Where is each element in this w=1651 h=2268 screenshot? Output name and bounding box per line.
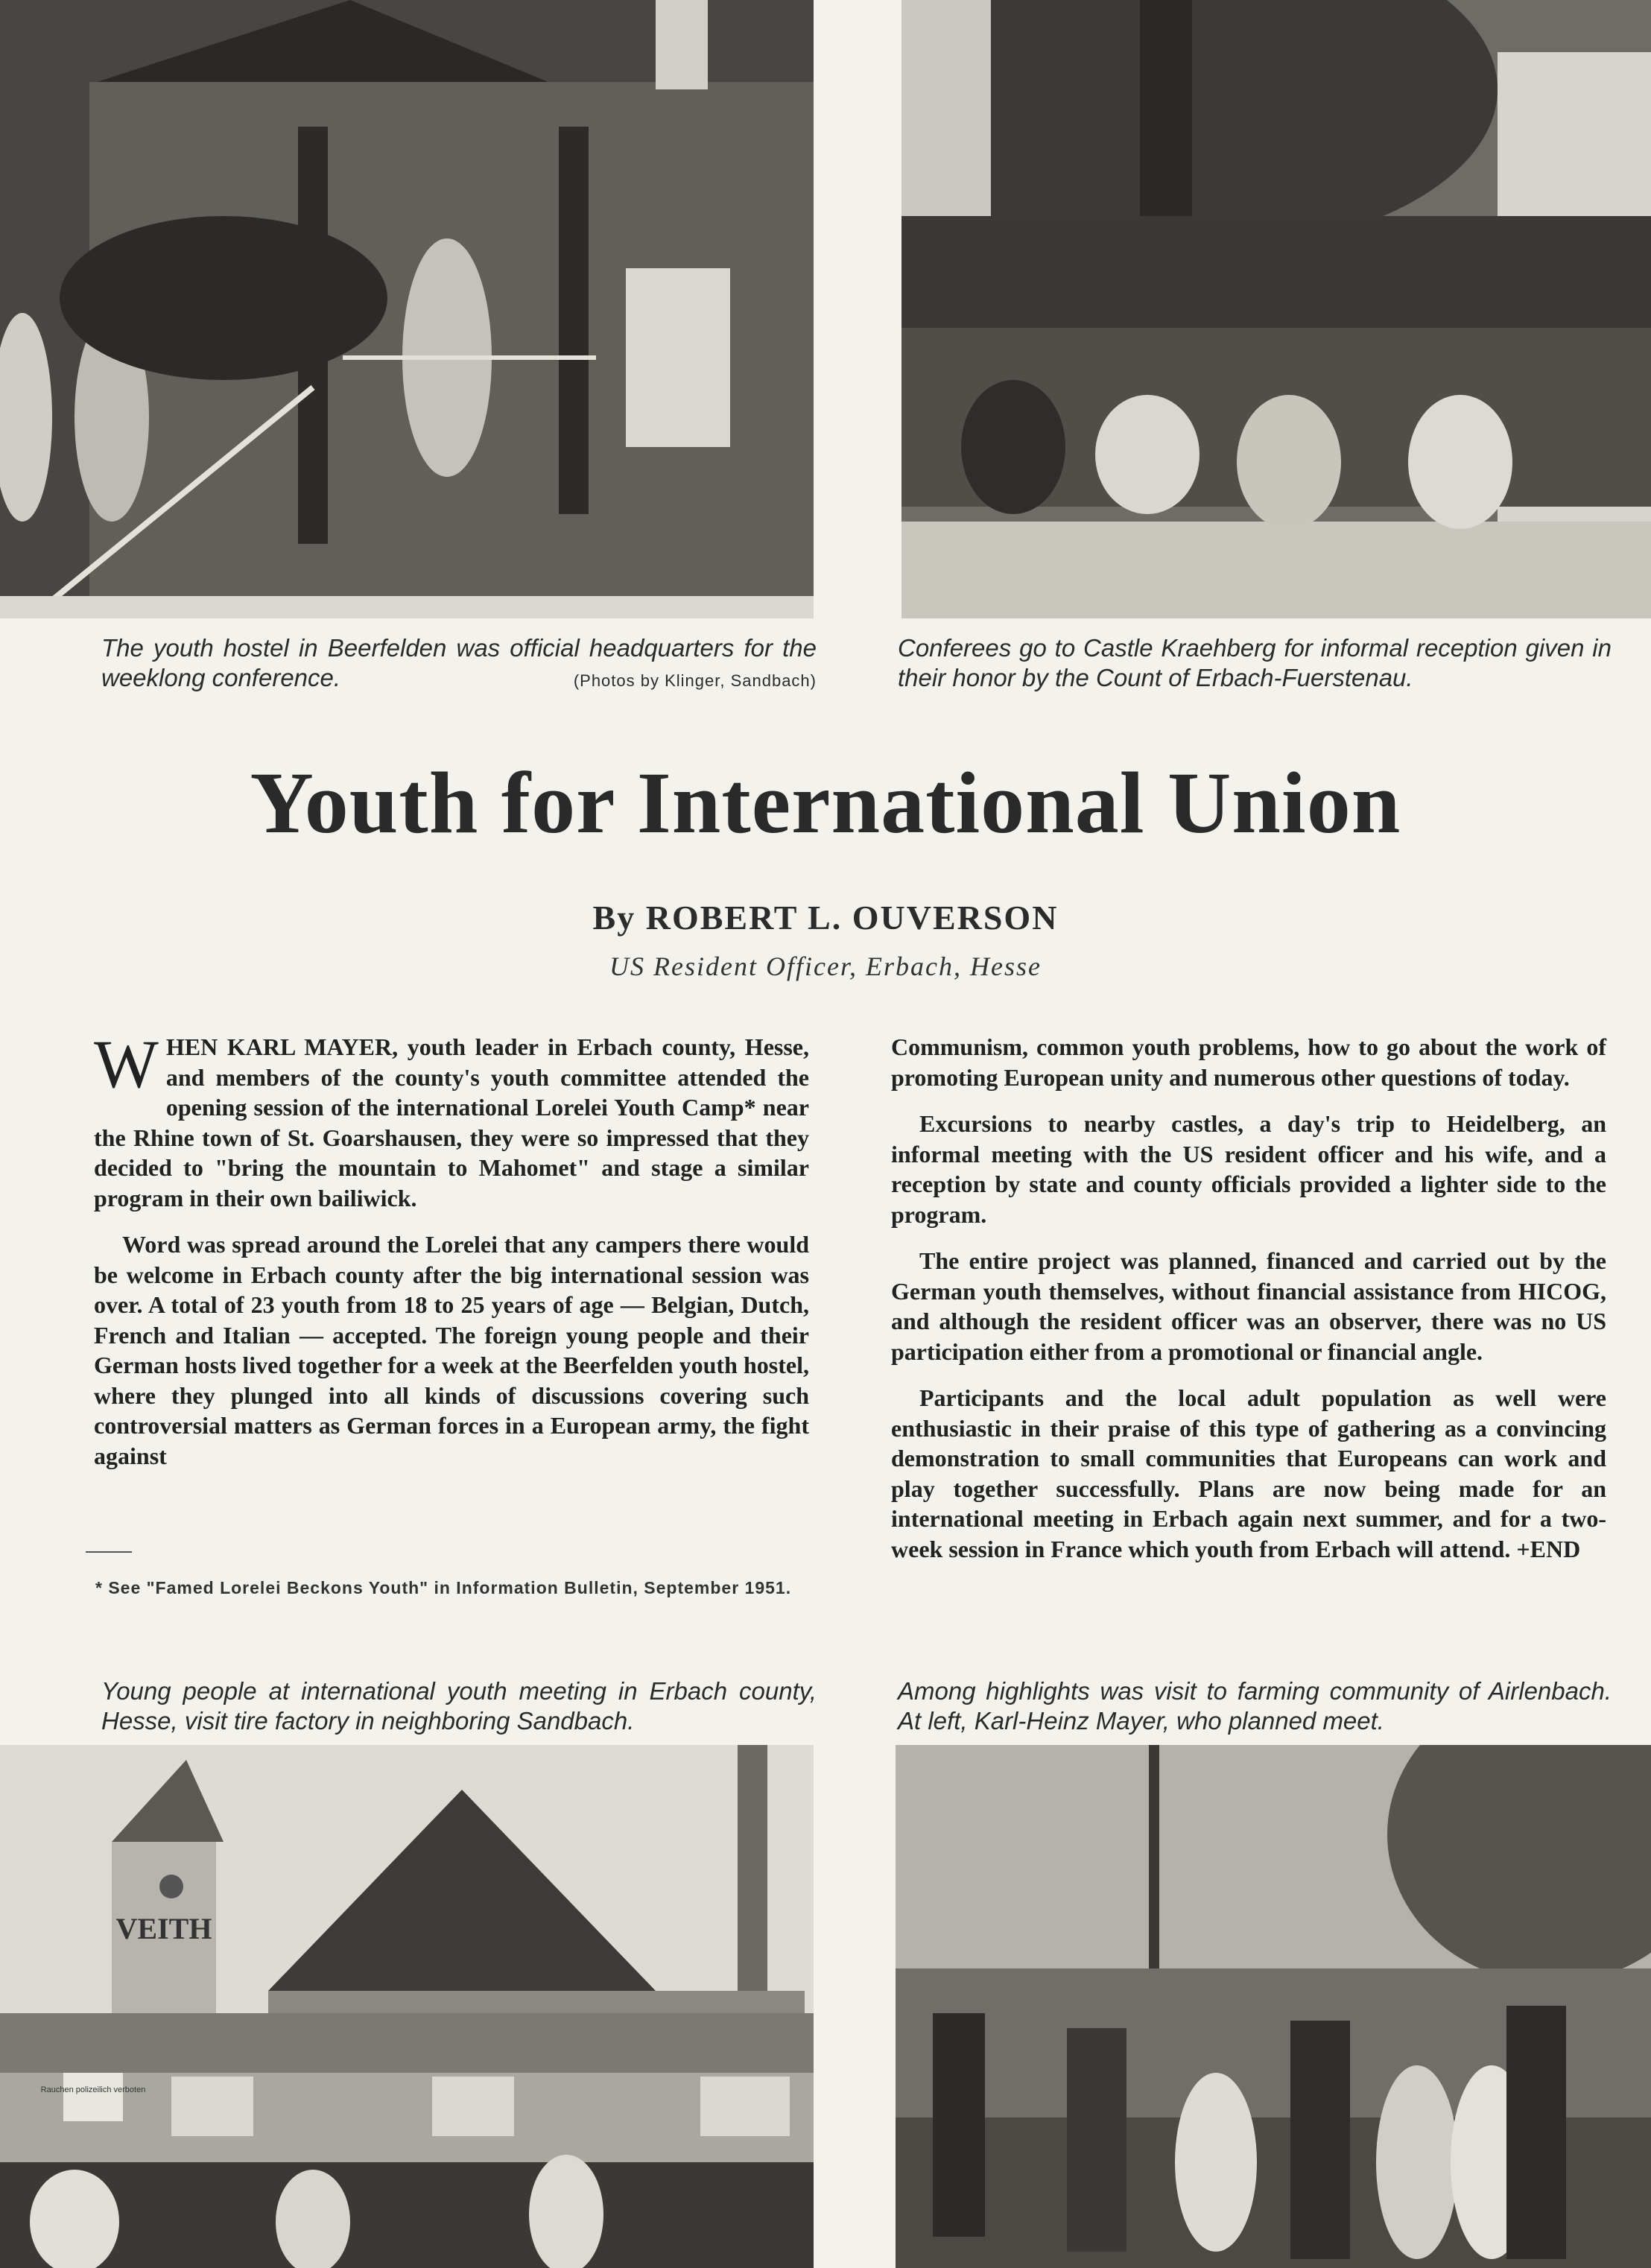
article-column-right <box>891 1032 1606 1580</box>
paragraph: Word was spread around the Lorelei that any campers there would be welcome in Erbach county after the big international session was over. A total of 23 youth from 18 to 25 years of age — Belgian, Dutch, French and Italian — accepted. The foreign young people and their German hosts lived together for a week at the Beerfelden youth hostel, where they plunged into all kinds of discussions covering such controversial matters as German forces in a European army, the fight against <box>94 1231 809 1469</box>
paragraph: The entire project was planned, financed and carried out by the German youth themselves, without financial assistance from HICOG, and although the resident officer was an observer, there was no US participation either from a promotional or financial angle. <box>891 1247 1606 1365</box>
caption-text: The youth hostel in Beerfelden was official headquarters for the weeklong conference. <box>101 634 817 691</box>
paragraph: Communism, common youth problems, how to go about the work of promoting European unity and numerous other questions of today. <box>891 1033 1606 1091</box>
caption-text: Among highlights was visit to farming community of Airlenbach. At left, Karl-Heinz Mayer, who planned meet. <box>898 1677 1612 1735</box>
caption-bottom-right <box>898 1676 1612 1736</box>
footnote: * See "Famed Lorelei Beckons Youth" in Information Bulletin, September 1951. <box>95 1578 792 1597</box>
article-title: Youth for International Union <box>250 754 1401 852</box>
paragraph: Participants and the local adult population as well were enthusiastic in their praise of this type of gathering as a convincing demonstration to small communities that Europeans can work and play together successfully. Plans are now being made for an international meeting in Erbach again next summer, and for a two-week session in France which youth from Erbach will attend. +END <box>891 1384 1606 1562</box>
photo-credit: (Photos by Klinger, Sandbach) <box>573 671 817 690</box>
photo-castle-reception <box>901 0 1651 618</box>
caption-text: Conferees go to Castle Kraehberg for informal reception given in their honor by the Count of Erbach-Fuerstenau. <box>898 634 1612 691</box>
byline: By ROBERT L. OUVERSON <box>592 899 1059 937</box>
photo-youth-hostel <box>0 0 814 618</box>
caption-top-right <box>898 633 1612 693</box>
author-affiliation: US Resident Officer, Erbach, Hesse <box>609 951 1042 981</box>
photo-airlenbach-visit <box>896 1745 1651 2268</box>
paragraph: Excursions to nearby castles, a day's trip to Heidelberg, an informal meeting with the US resident officer and his wife, and a reception by state and county officials provided a lighter side to the program. <box>891 1110 1606 1228</box>
drop-cap: W <box>94 1026 159 1102</box>
caption-text: Young people at international youth meeting in Erbach county, Hesse, visit tire factory in neighboring Sandbach. <box>101 1677 817 1735</box>
factory-sign: VEITH <box>115 1912 212 1945</box>
footnote-rule <box>86 1551 132 1553</box>
photo-tire-factory <box>0 1745 814 2268</box>
paragraph-text: HEN KARL MAYER, youth leader in Erbach county, Hesse, and members of the county's youth committee attended the opening session of the international Lorelei Youth Camp* near the Rhine town of St. Goarshausen, they were so impressed that they decided to "bring the mountain to Mahomet" and stage a similar program in their own bailiwick. <box>94 1033 809 1211</box>
factory-notice: Rauchen polizeilich verboten <box>40 2085 146 2094</box>
caption-bottom-left <box>101 1676 817 1736</box>
caption-top-left <box>101 633 817 696</box>
article-column-left <box>94 1026 809 1487</box>
paragraph <box>94 1026 809 1213</box>
